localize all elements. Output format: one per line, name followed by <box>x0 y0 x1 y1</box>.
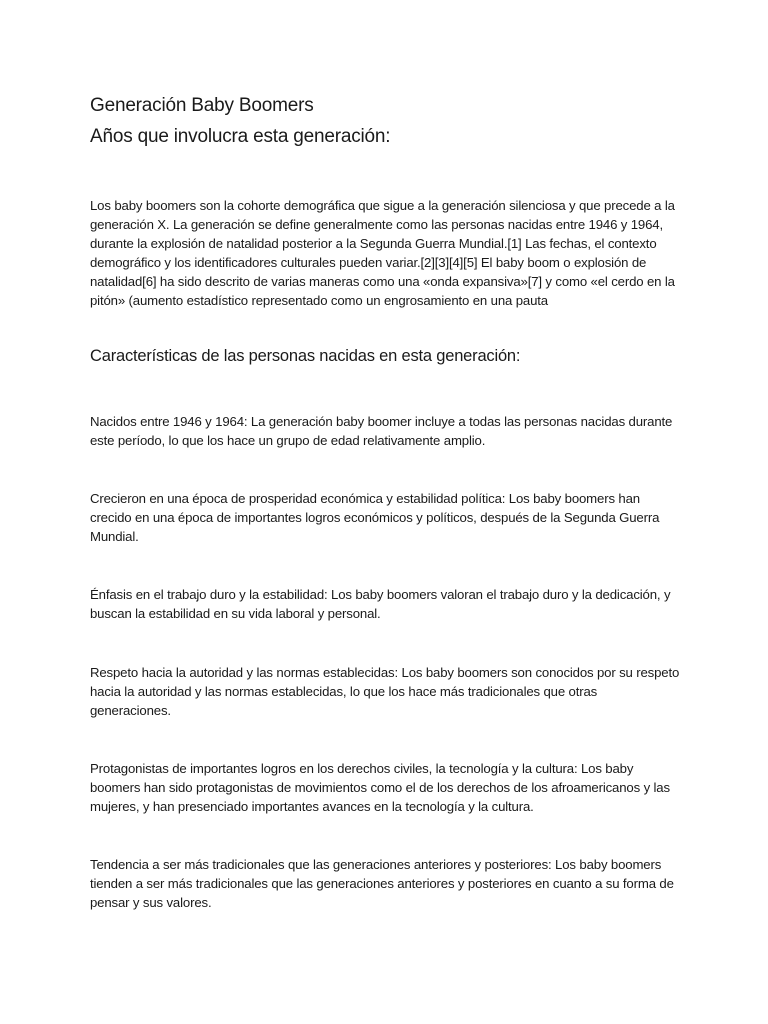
characteristics-heading: Características de las personas nacidas en esta generación: <box>90 347 521 365</box>
characteristic-paragraph: Nacidos entre 1946 y 1964: La generación baby boomer incluye a todas las personas nacidas durante este período, lo que los hace un grupo de edad relativamente amplio. <box>90 414 673 448</box>
document-page <box>90 92 680 912</box>
document-subtitle: Años que involucra esta generación: <box>90 126 391 147</box>
characteristic-paragraph: Protagonistas de importantes logros en los derechos civiles, la tecnología y la cultura: Los baby boomers han sido protagonistas de movimientos como el de los derechos de los afroamericanos y las mujeres, y han presenciado importantes avances en la tecnología y la cultura. <box>90 761 670 814</box>
characteristic-paragraph: Énfasis en el trabajo duro y la estabilidad: Los baby boomers valoran el trabajo duro y la dedicación, y buscan la estabilidad en su vida laboral y personal. <box>90 587 671 621</box>
intro-paragraph: Los baby boomers son la cohorte demográfica que sigue a la generación silenciosa y que precede a la generación X. La generación se define generalmente como las personas nacidas entre 1946 y 1964, durante la explosión de natalidad posterior a la Segunda Guerra Mundial.[1] Las fechas, el contexto demográfico y los identificadores culturales pueden variar.[2][3][4][5] El baby boom o explosión de natalidad[6] ha sido descrito de varias maneras como una «onda expansiva»[7] y como «el cerdo en la pitón» (aumento estadístico representado como un engrosamiento en una pauta <box>90 198 675 308</box>
characteristic-paragraph: Crecieron en una época de prosperidad económica y estabilidad política: Los baby boomers han crecido en una época de importantes logros económicos y políticos, después de la Segunda Guerra Mundial. <box>90 491 660 544</box>
characteristic-paragraph: Respeto hacia la autoridad y las normas establecidas: Los baby boomers son conocidos por su respeto hacia la autoridad y las normas establecidas, lo que los hace más tradicionales que otras generaciones. <box>90 665 680 718</box>
document-title: Generación Baby Boomers <box>90 95 314 116</box>
characteristic-paragraph: Tendencia a ser más tradicionales que las generaciones anteriores y posteriores: Los baby boomers tienden a ser más tradicionales que las generaciones anteriores y posteriores en cuanto a su forma de pensar y sus valores. <box>90 857 674 910</box>
